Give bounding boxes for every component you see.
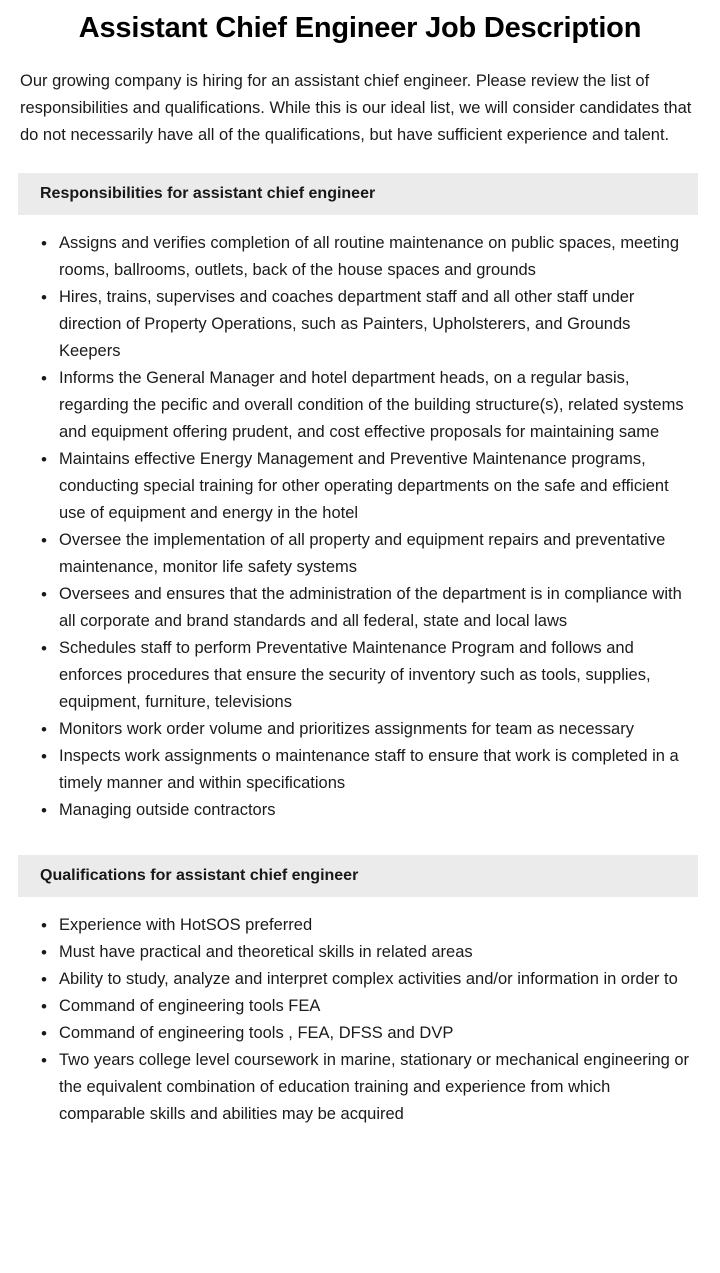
list-item-text: Experience with HotSOS preferred bbox=[59, 916, 313, 934]
list-item bbox=[0, 1047, 720, 1128]
bullet-icon: • bbox=[41, 943, 47, 962]
bullet-icon: • bbox=[41, 585, 47, 604]
section-qualifications bbox=[0, 855, 720, 1158]
intro-paragraph: Our growing company is hiring for an assistant chief engineer. Please review the list of responsibilities and qualifications. While this is our ideal list, we will consider candidates that do not necessarily have all of the qualifications, but have sufficient experience and talent. bbox=[20, 72, 692, 144]
list-item-text: Schedules staff to perform Preventative Maintenance Program and follows and enforces procedures that ensure the security of inventory such as tools, supplies, equipment, furniture, televisions bbox=[59, 639, 651, 711]
bullet-icon: • bbox=[41, 801, 47, 820]
bullet-icon: • bbox=[41, 720, 47, 739]
list-item bbox=[0, 966, 720, 993]
section-header-responsibilities: Responsibilities for assistant chief engineer bbox=[18, 173, 698, 215]
bullet-icon: • bbox=[41, 1051, 47, 1070]
list-item-text: Informs the General Manager and hotel department heads, on a regular basis, regarding the pecific and overall condition of the building structure(s), related systems and equipment offering prudent, and cost effective proposals for maintaining same bbox=[59, 369, 684, 441]
list-item-text: Monitors work order volume and prioritizes assignments for team as necessary bbox=[59, 720, 634, 738]
list-item bbox=[0, 939, 720, 966]
list-item bbox=[0, 635, 720, 716]
list-item-text: Command of engineering tools FEA bbox=[59, 997, 321, 1015]
bullet-icon: • bbox=[41, 1024, 47, 1043]
list-item bbox=[0, 284, 720, 365]
list-item-text: Oversees and ensures that the administration of the department is in compliance with all corporate and brand standards and all federal, state and local laws bbox=[59, 585, 682, 630]
page-title: Assistant Chief Engineer Job Description bbox=[78, 12, 642, 44]
list-item-text: Ability to study, analyze and interpret complex activities and/or information in order to bbox=[59, 970, 678, 988]
list-item-text: Oversee the implementation of all property and equipment repairs and preventative maintenance, monitor life safety systems bbox=[59, 531, 666, 576]
bullet-icon: • bbox=[41, 639, 47, 658]
list-item-text: Two years college level coursework in marine, stationary or mechanical engineering or the equivalent combination of education training and experience from which comparable skills and abilities may be acquired bbox=[59, 1051, 690, 1123]
section-header-qualifications: Qualifications for assistant chief engineer bbox=[18, 855, 698, 897]
list-item bbox=[0, 912, 720, 939]
responsibilities-list bbox=[0, 215, 720, 824]
list-item-text: Managing outside contractors bbox=[59, 801, 276, 819]
bullet-icon: • bbox=[41, 531, 47, 550]
list-item bbox=[0, 716, 720, 743]
bullet-icon: • bbox=[41, 747, 47, 766]
bullet-icon: • bbox=[41, 997, 47, 1016]
list-item bbox=[0, 743, 720, 797]
list-item bbox=[0, 1020, 720, 1047]
list-item bbox=[0, 581, 720, 635]
list-item-text: Command of engineering tools , FEA, DFSS and DVP bbox=[59, 1024, 454, 1042]
list-item bbox=[0, 446, 720, 527]
qualifications-list bbox=[0, 897, 720, 1158]
list-item-text: Assigns and verifies completion of all routine maintenance on public spaces, meeting rooms, ballrooms, outlets, back of the house spaces and grounds bbox=[59, 234, 680, 279]
bullet-icon: • bbox=[41, 288, 47, 307]
list-item bbox=[0, 365, 720, 446]
list-item bbox=[0, 230, 720, 284]
list-item bbox=[0, 797, 720, 824]
list-item bbox=[0, 993, 720, 1020]
bullet-icon: • bbox=[41, 234, 47, 253]
bullet-icon: • bbox=[41, 369, 47, 388]
section-responsibilities bbox=[0, 173, 720, 824]
list-item-text: Must have practical and theoretical skills in related areas bbox=[59, 943, 473, 961]
bullet-icon: • bbox=[41, 916, 47, 935]
list-item-text: Inspects work assignments o maintenance staff to ensure that work is completed in a timely manner and within specifications bbox=[59, 747, 679, 792]
list-item bbox=[0, 527, 720, 581]
bullet-icon: • bbox=[41, 450, 47, 469]
list-item-text: Hires, trains, supervises and coaches department staff and all other staff under direction of Property Operations, such as Painters, Upholsterers, and Grounds Keepers bbox=[59, 288, 635, 360]
bullet-icon: • bbox=[41, 970, 47, 989]
list-item-text: Maintains effective Energy Management and Preventive Maintenance programs, conducting special training for other operating departments on the safe and efficient use of equipment and energy in the hotel bbox=[59, 450, 669, 522]
